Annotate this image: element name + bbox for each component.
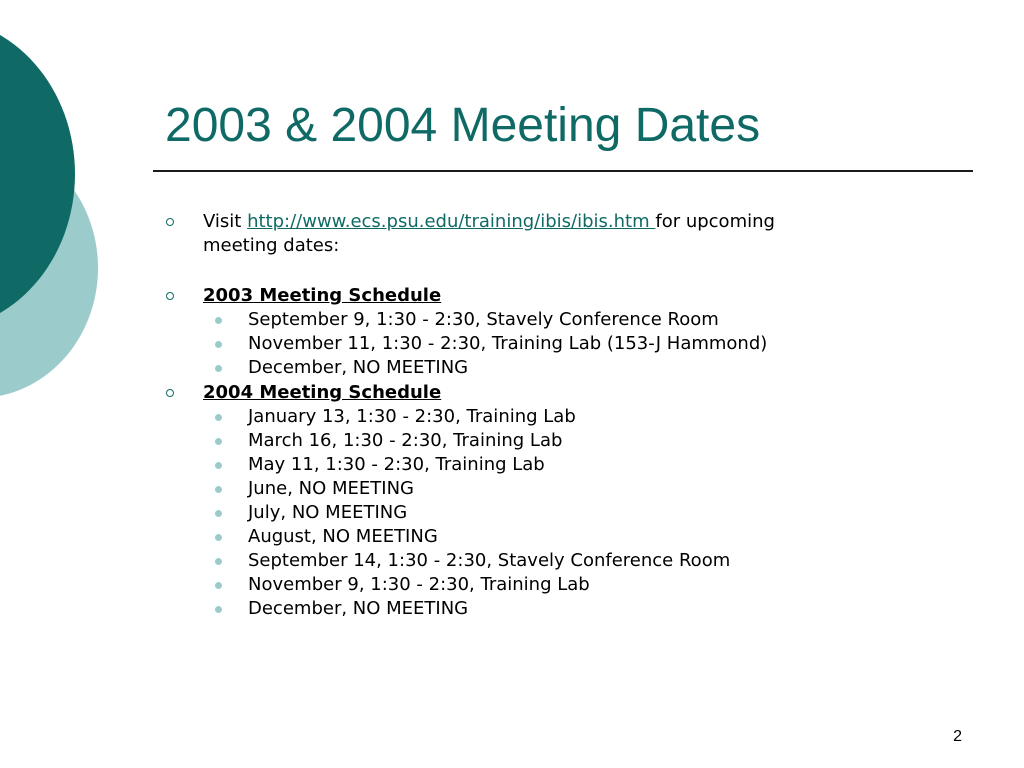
training-link[interactable]: http://www.ecs.psu.edu/training/ibis/ibis.htm	[247, 211, 656, 232]
ring-bullet-icon	[166, 292, 174, 300]
schedule-2004-item: January 13, 1:30 - 2:30, Training Lab	[248, 406, 576, 427]
dot-bullet-icon	[215, 534, 222, 541]
schedule-2004-item: December, NO MEETING	[248, 598, 469, 619]
intro-suffix: for upcoming	[655, 211, 775, 232]
schedule-2003-item: September 9, 1:30 - 2:30, Stavely Conference Room	[248, 309, 719, 330]
intro-prefix: Visit	[203, 211, 248, 232]
dot-bullet-icon	[215, 486, 222, 493]
dot-bullet-icon	[215, 558, 222, 565]
schedule-2004-item: July, NO MEETING	[248, 502, 408, 523]
intro-line-2: meeting dates:	[203, 235, 340, 256]
schedule-2004-item: May 11, 1:30 - 2:30, Training Lab	[248, 454, 545, 475]
schedule-2004-item: November 9, 1:30 - 2:30, Training Lab	[248, 574, 590, 595]
dot-bullet-icon	[215, 510, 222, 517]
schedule-2003-item: December, NO MEETING	[248, 357, 469, 378]
dot-bullet-icon	[215, 438, 222, 445]
intro-line-1	[203, 210, 775, 234]
dot-bullet-icon	[215, 606, 222, 613]
page-number: 2	[953, 728, 962, 745]
dot-bullet-icon	[215, 341, 222, 348]
dot-bullet-icon	[215, 414, 222, 421]
schedule-2004-heading: 2004 Meeting Schedule	[203, 382, 442, 403]
dot-bullet-icon	[215, 462, 222, 469]
slide-title: 2003 & 2004 Meeting Dates	[165, 99, 761, 152]
schedule-2003-heading: 2003 Meeting Schedule	[203, 285, 442, 306]
dot-bullet-icon	[215, 317, 222, 324]
schedule-2004-item: March 16, 1:30 - 2:30, Training Lab	[248, 430, 563, 451]
ring-bullet-icon	[166, 389, 174, 397]
schedule-2004-item: August, NO MEETING	[248, 526, 438, 547]
dot-bullet-icon	[215, 582, 222, 589]
dot-bullet-icon	[215, 365, 222, 372]
schedule-2004-item: June, NO MEETING	[248, 478, 414, 499]
ring-bullet-icon	[166, 218, 174, 226]
title-divider	[153, 170, 973, 172]
schedule-2004-item: September 14, 1:30 - 2:30, Stavely Conference Room	[248, 550, 731, 571]
schedule-2003-item: November 11, 1:30 - 2:30, Training Lab (153-J Hammond)	[248, 333, 768, 354]
